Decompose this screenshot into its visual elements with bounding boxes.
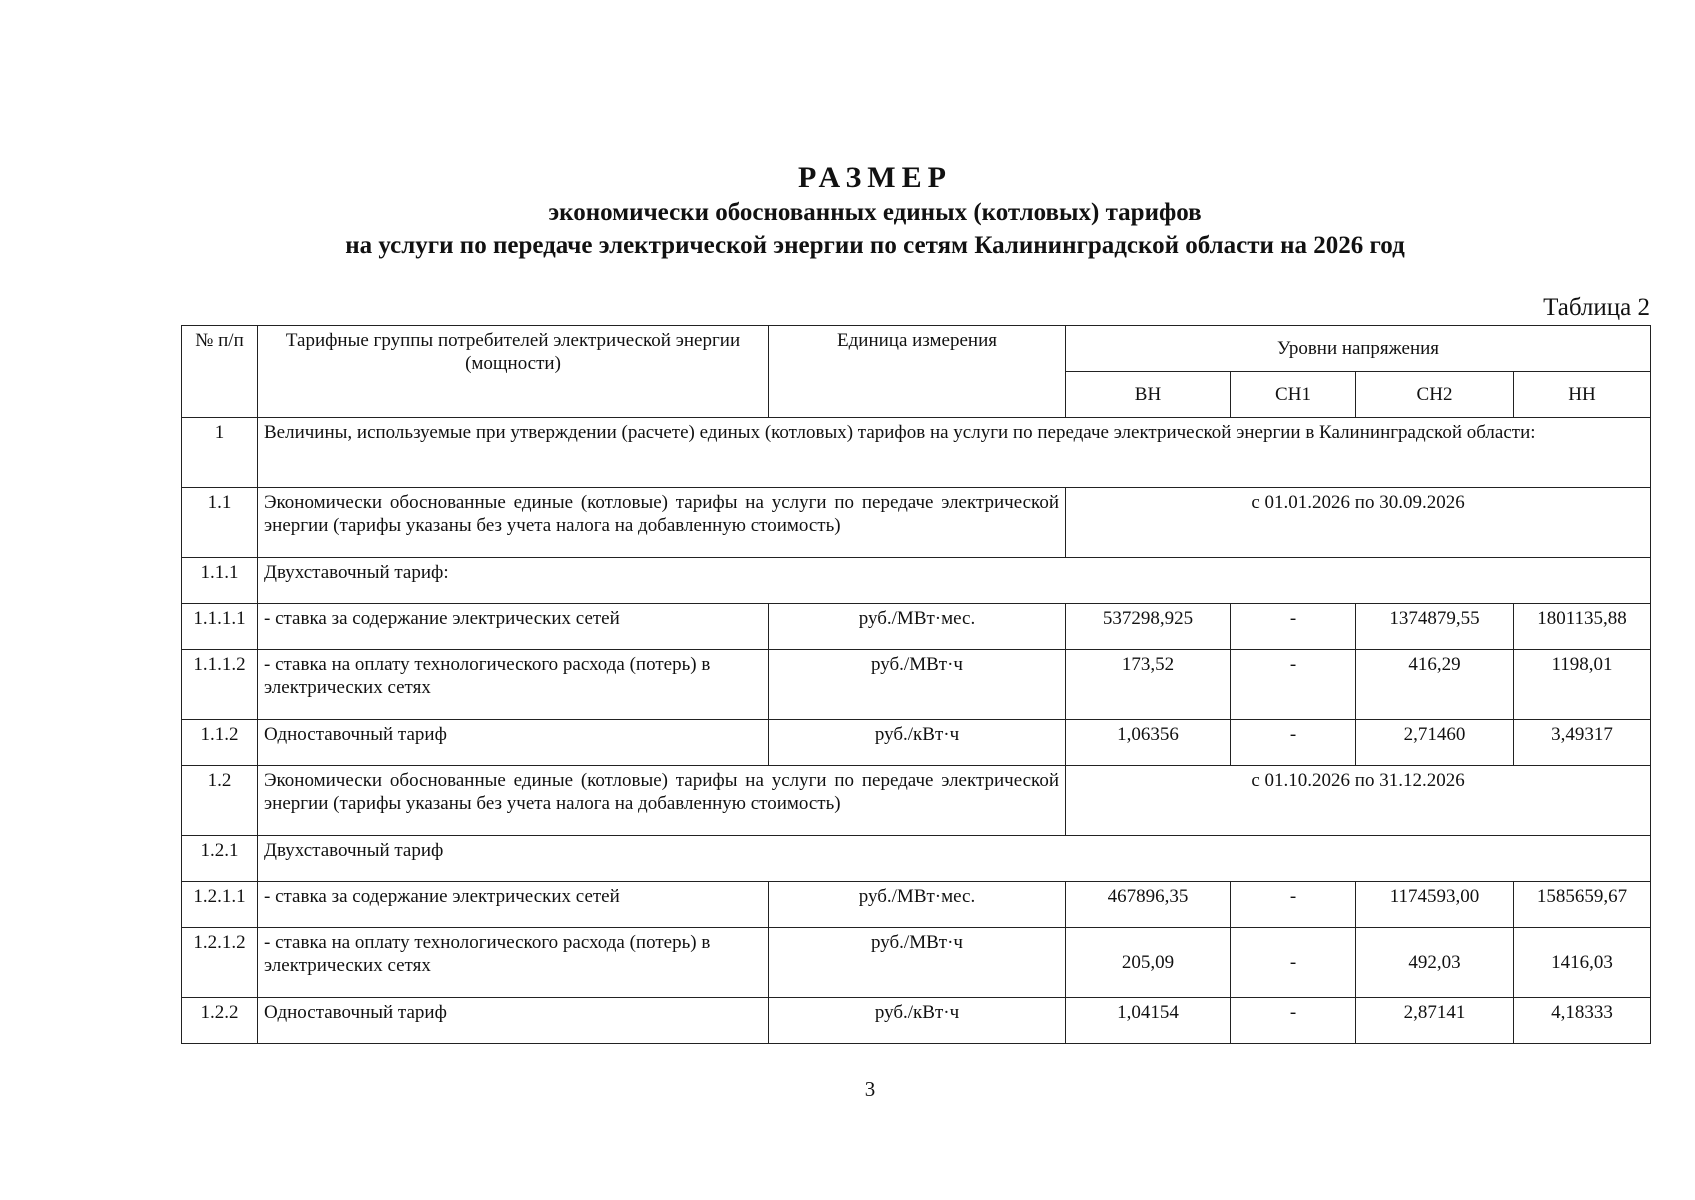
table-label: Таблица 2 xyxy=(1543,294,1650,321)
row-text: Двухставочный тариф: xyxy=(258,558,1651,604)
unit-cell: руб./кВт·ч xyxy=(769,720,1066,766)
header-unit: Единица измерения xyxy=(769,326,1066,418)
value-vn: 537298,925 xyxy=(1066,604,1231,650)
row-number: 1.1.1.1 xyxy=(182,604,258,650)
header-groups: Тарифные группы потребителей электрической энергии (мощности) xyxy=(258,326,769,418)
unit-cell: руб./кВт·ч xyxy=(769,998,1066,1044)
value-vn: 1,06356 xyxy=(1066,720,1231,766)
period-label: с 01.10.2026 по 31.12.2026 xyxy=(1066,766,1651,836)
unit-cell: руб./МВт·мес. xyxy=(769,604,1066,650)
value-vn: 467896,35 xyxy=(1066,882,1231,928)
value-vn: 173,52 xyxy=(1066,650,1231,720)
table-row xyxy=(182,418,1651,488)
value-sn2: 2,71460 xyxy=(1356,720,1514,766)
tariff-table xyxy=(181,325,1651,1044)
row-text: Двухставочный тариф xyxy=(258,836,1651,882)
row-text: - ставка на оплату технологического расхода (потерь) в электрических сетях xyxy=(258,650,769,720)
value-nn: 4,18333 xyxy=(1514,998,1651,1044)
row-number: 1.2.1.1 xyxy=(182,882,258,928)
value-sn1: - xyxy=(1231,998,1356,1044)
table-row xyxy=(182,882,1651,928)
unit-cell: руб./МВт·ч xyxy=(769,928,1066,998)
value-nn: 3,49317 xyxy=(1514,720,1651,766)
row-text: - ставка на оплату технологического расхода (потерь) в электрических сетях xyxy=(258,928,769,998)
row-number: 1.2.1 xyxy=(182,836,258,882)
row-number: 1.2 xyxy=(182,766,258,836)
table-row xyxy=(182,766,1651,836)
table-row xyxy=(182,604,1651,650)
row-text: Одноставочный тариф xyxy=(258,998,769,1044)
period-label: с 01.01.2026 по 30.09.2026 xyxy=(1066,488,1651,558)
table-row xyxy=(182,720,1651,766)
value-sn2: 2,87141 xyxy=(1356,998,1514,1044)
document-title xyxy=(180,160,1570,262)
value-nn: 1801135,88 xyxy=(1514,604,1651,650)
value-sn2: 416,29 xyxy=(1356,650,1514,720)
table-row xyxy=(182,928,1651,998)
header-sn1: СН1 xyxy=(1231,372,1356,418)
table-row xyxy=(182,836,1651,882)
title-main: РАЗМЕР xyxy=(798,161,952,194)
row-text: Одноставочный тариф xyxy=(258,720,769,766)
value-nn: 1585659,67 xyxy=(1514,882,1651,928)
header-voltage-levels: Уровни напряжения xyxy=(1066,326,1651,372)
header-sn2: СН2 xyxy=(1356,372,1514,418)
table-row xyxy=(182,558,1651,604)
title-line-1: экономически обоснованных единых (котловых) тарифов xyxy=(548,199,1202,226)
value-sn1: - xyxy=(1231,928,1356,998)
row-number: 1.2.1.2 xyxy=(182,928,258,998)
table-row xyxy=(182,650,1651,720)
unit-cell: руб./МВт·ч xyxy=(769,650,1066,720)
unit-cell: руб./МВт·мес. xyxy=(769,882,1066,928)
row-number: 1 xyxy=(182,418,258,488)
row-number: 1.1 xyxy=(182,488,258,558)
value-sn2: 492,03 xyxy=(1356,928,1514,998)
value-sn2: 1374879,55 xyxy=(1356,604,1514,650)
value-sn1: - xyxy=(1231,650,1356,720)
row-text: Экономически обоснованные единые (котловые) тарифы на услуги по передаче электрической энергии (тарифы указаны без учета налога на добавленную стоимость) xyxy=(258,488,1066,558)
row-number: 1.1.1 xyxy=(182,558,258,604)
header-row-1 xyxy=(182,326,1651,372)
header-num: № п/п xyxy=(182,326,258,418)
title-line-2: на услуги по передаче электрической энергии по сетям Калининградской области на 2026 год xyxy=(345,232,1405,259)
value-nn: 1416,03 xyxy=(1514,928,1651,998)
row-text: - ставка за содержание электрических сетей xyxy=(258,882,769,928)
table-row xyxy=(182,998,1651,1044)
value-sn2: 1174593,00 xyxy=(1356,882,1514,928)
row-text: Экономически обоснованные единые (котловые) тарифы на услуги по передаче электрической энергии (тарифы указаны без учета налога на добавленную стоимость) xyxy=(258,766,1066,836)
header-nn: НН xyxy=(1514,372,1651,418)
header-vn: ВН xyxy=(1066,372,1231,418)
row-number: 1.1.1.2 xyxy=(182,650,258,720)
value-nn: 1198,01 xyxy=(1514,650,1651,720)
row-text: - ставка за содержание электрических сетей xyxy=(258,604,769,650)
value-sn1: - xyxy=(1231,882,1356,928)
value-sn1: - xyxy=(1231,720,1356,766)
row-number: 1.2.2 xyxy=(182,998,258,1044)
value-vn: 1,04154 xyxy=(1066,998,1231,1044)
value-vn: 205,09 xyxy=(1066,928,1231,998)
row-number: 1.1.2 xyxy=(182,720,258,766)
row-text: Величины, используемые при утверждении (расчете) единых (котловых) тарифов на услуги по передаче электрической энергии в Калининградской области: xyxy=(258,418,1651,488)
page-number: 3 xyxy=(864,1077,876,1101)
value-sn1: - xyxy=(1231,604,1356,650)
table-row xyxy=(182,488,1651,558)
